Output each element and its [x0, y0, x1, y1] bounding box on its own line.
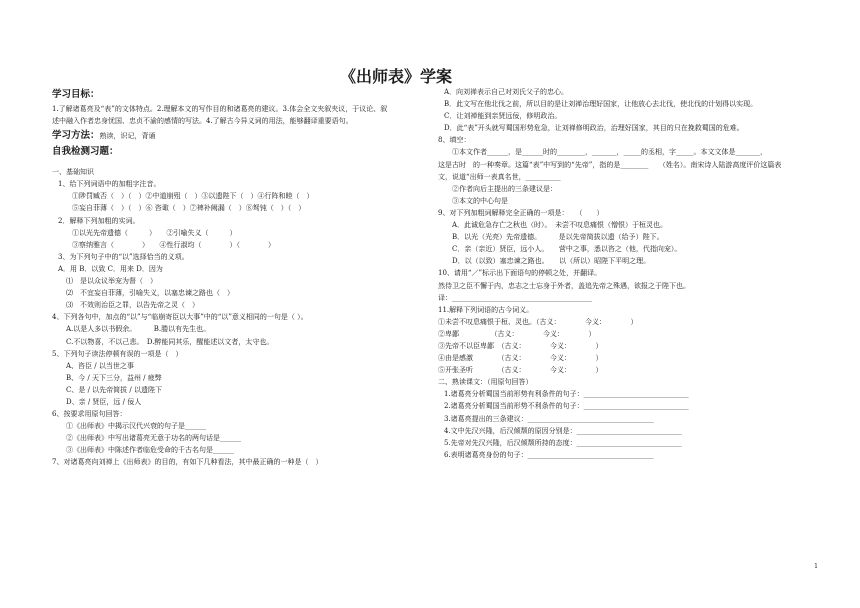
goals-line: 述中融入作者忠身忧国、忠贞不渝的感情的写法。4.了解古今异义词的用法，能够翻译重要语句。 — [52, 117, 353, 126]
list-item: ④由是感激 （古义： 今义： ） — [438, 354, 603, 363]
selfcheck-heading: 自我检测习题： — [52, 146, 119, 158]
list-item: 1.诸葛亮分析蜀国当前形势有利条件的句子：______________________________ — [444, 390, 689, 399]
list-item: ⑤妄自菲薄（ ）（ ）⑥ 咨诹（ ）⑦裨补阙漏（ ）⑧驽钝（ ）（ ） — [72, 204, 306, 213]
list-item: D．以（以致）塞忠谏之路也。 以（所以）昭陛下平明之理。 — [452, 257, 651, 266]
list-item: 一、基础知识 — [52, 168, 94, 177]
list-item: 文，说道“出师一表真名世，__________ — [438, 172, 561, 181]
list-item: 5.先帝对先汉兴隆，后汉倾颓所持的态度：______________________________ — [444, 438, 682, 447]
list-item: ⑵ 不宜妄自菲薄，引喻失义，以塞忠谏之路也（ ） — [66, 289, 234, 298]
list-item: B、今 / 天下三分，益州 / 疲弊 — [66, 373, 162, 382]
list-item: ②《出师表》中写出诸葛亮无意于功名的两句话是______ — [66, 434, 241, 443]
right-column — [438, 86, 816, 461]
list-item: A、咨臣 / 以当世之事 — [66, 361, 134, 370]
list-item: ①未尝不叹息痛恨于桓、灵也。（古义： 今义： ） — [438, 317, 638, 326]
list-item: 译：________________________________________ — [438, 293, 592, 302]
goals-line: 1.了解诸葛亮及“表”的文体特点。2.理解本文的写作目的和诸葛亮的建议。3.体会全文夹叙夹议，于议论、叙 — [52, 105, 388, 113]
list-item: ⑴ 是以众议举宠为督（ ） — [66, 277, 157, 286]
list-item: ⑤开张圣听 （古义： 今义： ） — [438, 366, 603, 375]
list-item: 这是古时 的一种奏章。这篇“表”中写到的“先帝”，指的是________ （姓名）。南宋诗人陆游高度评价这篇表 — [438, 160, 782, 169]
list-item: C.不以物喜，不以己悲。 D.醉能同其乐，醒能述以文者，太守也。 — [66, 337, 274, 346]
list-item: B．以光（光亮）先帝遗德。 是以先帝简拔以遗（给予）陛下。 — [452, 233, 664, 242]
list-item: 7、对诸葛亮向刘禅上《出师表》的目的，有如下几种看法，其中最正确的一种是（ ） — [52, 458, 323, 467]
list-item: 4、下列各句中，加点的“以”与“临崩寄臣以大事”中的“以”意义相同的一句是（ ）。 — [52, 313, 308, 322]
list-item: ③察纳雅言（ ） ④性行淑均（ ）（ ） — [72, 240, 275, 249]
list-item: A．此诚危急存亡之秋也（时）。 未尝不叹息痛恨（憎恨）于桓灵也。 — [452, 221, 668, 230]
list-item: A.以是人多以书假余。 B.媵以有先生也。 — [66, 325, 211, 334]
list-item: C．亲（亲近）贤臣，远小人。 营中之事，悉以咨之（他，代指向宠）。 — [452, 245, 682, 254]
list-item: 二、熟读课文：（用原句回答） — [438, 378, 533, 387]
list-item: ③本文的中心句是 — [452, 196, 508, 205]
list-item: 10、请用“／”标示出下面语句的停顿之处，并翻译。 — [438, 269, 602, 278]
list-item: ②作者向后主提出的三条建议是： — [452, 184, 557, 193]
list-item: ①陟罚臧否（ ）（ ）②中道崩殂（ ）③以遗陛下（ ）④行阵和睦（ ） — [72, 192, 314, 201]
list-item: A．用 B．以致 C．用来 D．因为 — [58, 264, 163, 273]
list-item: 3.诸葛亮提出的三条建议：____________________________________ — [444, 414, 654, 423]
list-item: D．此“表”开头就写蜀国形势危急，让刘禅修明政治，治理好国家，其目的只在挽救蜀国的危难。 — [444, 124, 744, 133]
method-heading — [52, 129, 424, 143]
list-item: 然侍卫之臣不懈于内，忠志之士忘身于外者，盖追先帝之殊遇，欲报之于陛下也。 — [438, 281, 690, 290]
list-item: 1、给下列词语中的加粗字注音。 — [58, 180, 161, 189]
page-number: 1 — [814, 563, 818, 570]
list-item: 5、下列句子读法停顿有误的一项是（ ） — [52, 349, 183, 358]
list-item: 9、对下列加粗词解释完全正确的一项是： （ ） — [438, 208, 604, 217]
list-item: 11.解释下列词语的古今词义。 — [438, 305, 534, 314]
list-item: 6.表明诸葛亮身份的句子：____________________________________ — [444, 450, 654, 459]
list-item: ①以光先帝遗德（ ） ②引喻失义（ ） — [72, 228, 237, 237]
method-text: 熟读，识记，背诵 — [99, 132, 156, 141]
list-item: B．此文写在他北伐之前，所以目的是让刘禅治理好国家，让他放心去北伐，使北伐的计划得以实现。 — [444, 100, 758, 109]
method-heading-label: 学习方法： — [52, 130, 100, 142]
list-item: A．向刘禅表示自己对刘氏父子的忠心。 — [444, 88, 569, 96]
list-item: ①《出师表》中揭示汉代兴衰的句子是______ — [66, 422, 206, 431]
list-item: ①本文作者______，是______时的________，_______，_____的丞相，字_____。本文文体是_______， — [452, 148, 767, 157]
list-item: ⑶ 不效则治臣之罪，以告先帝之灵（ ） — [66, 301, 199, 310]
list-item: 3、为下列句子中的“以”选择恰当的义项。 — [58, 252, 189, 261]
left-column — [52, 86, 424, 469]
list-item: ②卑鄙 （古义： 今义： ） — [438, 329, 596, 338]
list-item: 6、按要求用原句回答： — [52, 410, 127, 419]
list-item: D、亲 / 贤臣，远 / 佞人 — [66, 397, 142, 406]
list-item: 2．解释下列加粗的实词。 — [58, 216, 140, 225]
goals-heading: 学习目标： — [52, 89, 100, 100]
list-item: C、是 / 以先帝简拔 / 以遗陛下 — [66, 385, 162, 394]
list-item: ③《出师表》中陈述作者临危受命的千古名句是______ — [66, 446, 234, 455]
document-title: 《出师表》学案 — [340, 67, 453, 86]
list-item: ③先帝不以臣卑鄙 （古义： 今义： ） — [438, 341, 603, 350]
list-item: C．让刘禅能到亲贤远佞，修明政治。 — [444, 112, 562, 121]
list-item: 4.文中先汉兴隆，后汉倾颓的原因分别是：______________________________ — [444, 426, 682, 435]
list-item: 2.诸葛亮分析蜀国当前形势不利条件的句子：______________________________ — [444, 402, 689, 411]
list-item: 8、填空： — [438, 136, 471, 145]
